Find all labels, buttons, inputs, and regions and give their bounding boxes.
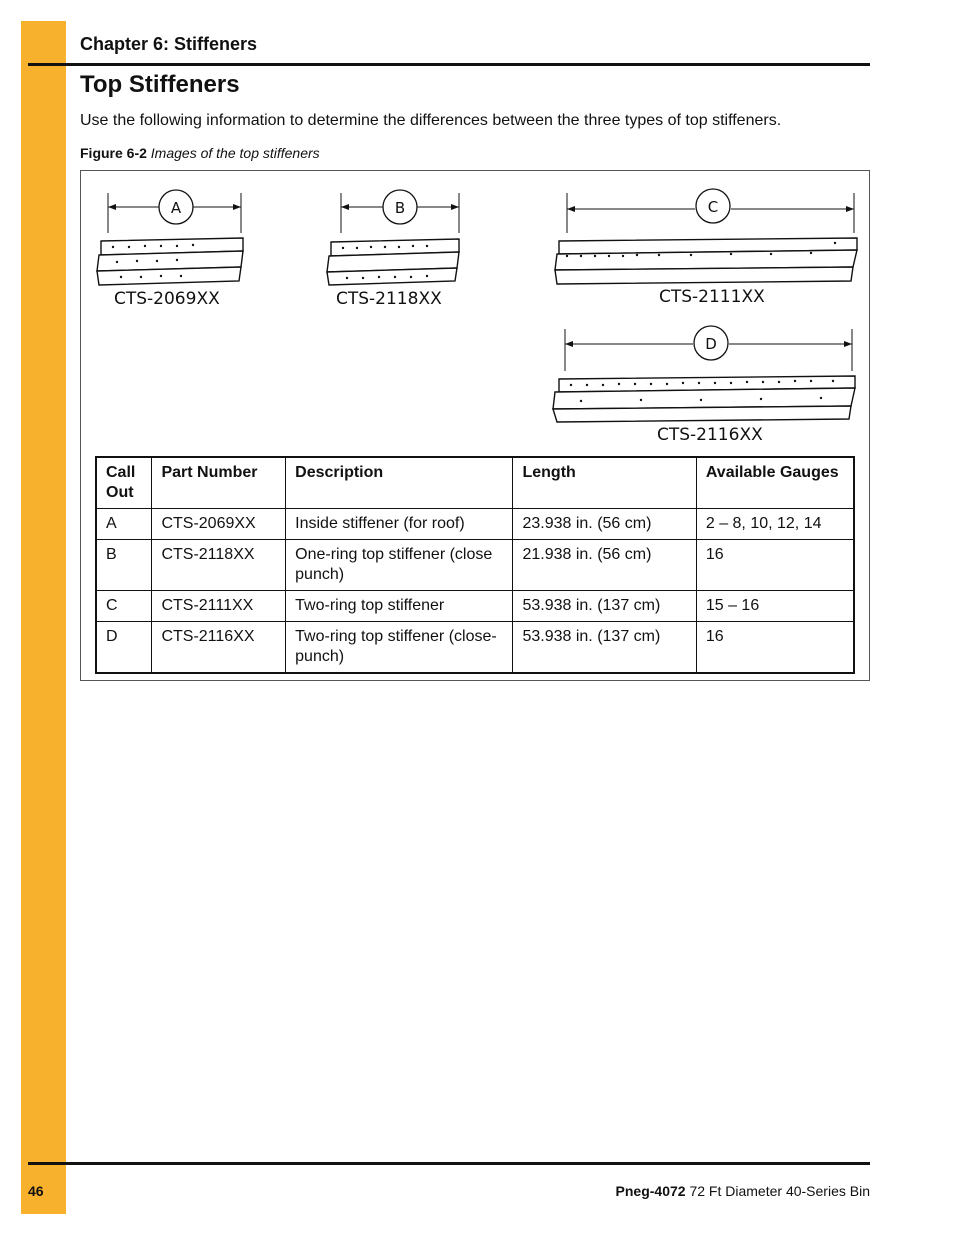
- cell-part-number: CTS-2116XX: [152, 622, 286, 674]
- footer-doc-title: 72 Ft Diameter 40-Series Bin: [689, 1183, 870, 1199]
- cell-gauges: 2 – 8, 10, 12, 14: [696, 509, 854, 540]
- stiffener-b-drawing: [327, 190, 459, 309]
- stiffener-spec-table: [95, 456, 855, 674]
- label-cts-2116xx: CTS-2116XX: [657, 425, 763, 445]
- accent-side-bar: [21, 21, 66, 1214]
- header-part-number: Part Number: [152, 457, 286, 509]
- header-description: Description: [286, 457, 513, 509]
- chapter-heading: Chapter 6: Stiffeners: [80, 34, 258, 54]
- callout-b: B: [394, 199, 406, 217]
- callout-c: C: [707, 198, 719, 216]
- cell-part-number: CTS-2118XX: [152, 540, 286, 591]
- intro-paragraph: Use the following information to determine the differences between the three types of top stiffeners.: [80, 112, 782, 129]
- stiffener-d-drawing: [553, 326, 855, 445]
- cell-part-number: CTS-2111XX: [152, 591, 286, 622]
- callout-a: A: [170, 199, 182, 217]
- cell-description: Two-ring top stiffener (close-punch): [286, 622, 513, 674]
- cell-gauges: 15 – 16: [696, 591, 854, 622]
- cell-length: 53.938 in. (137 cm): [513, 591, 696, 622]
- footer-doc-info: [616, 1183, 870, 1199]
- cell-part-number: CTS-2069XX: [152, 509, 286, 540]
- page-title: Top Stiffeners: [80, 71, 240, 98]
- cell-length: 21.938 in. (56 cm): [513, 540, 696, 591]
- label-cts-2069xx: CTS-2069XX: [114, 289, 220, 309]
- callout-d: D: [705, 335, 717, 353]
- cell-call-out: B: [96, 540, 152, 591]
- table-row: [96, 591, 854, 622]
- cell-description: One-ring top stiffener (close punch): [286, 540, 513, 591]
- figure-caption: [80, 145, 320, 161]
- cell-call-out: D: [96, 622, 152, 674]
- header-available-gauges: Available Gauges: [696, 457, 854, 509]
- header-call-out: Call Out: [96, 457, 152, 509]
- cell-gauges: 16: [696, 622, 854, 674]
- table-row: [96, 540, 854, 591]
- figure-caption-text: Images of the top stiffeners: [150, 145, 320, 161]
- page-number: 46: [28, 1183, 44, 1199]
- cell-length: 53.938 in. (137 cm): [513, 622, 696, 674]
- label-cts-2111xx: CTS-2111XX: [659, 287, 765, 307]
- stiffener-c-drawing: [555, 189, 857, 307]
- cell-call-out: C: [96, 591, 152, 622]
- cell-gauges: 16: [696, 540, 854, 591]
- footer-doc-id: Pneg-4072: [615, 1183, 686, 1199]
- cell-description: Two-ring top stiffener: [286, 591, 513, 622]
- cell-description: Inside stiffener (for roof): [286, 509, 513, 540]
- cell-call-out: A: [96, 509, 152, 540]
- figure-box: [80, 170, 870, 681]
- header-length: Length: [513, 457, 696, 509]
- figure-number: Figure 6-2: [80, 145, 147, 161]
- label-cts-2118xx: CTS-2118XX: [336, 289, 442, 309]
- table-row: [96, 622, 854, 674]
- stiffener-a-drawing: [97, 190, 243, 309]
- table-row: [96, 509, 854, 540]
- footer-rule: [28, 1162, 870, 1165]
- stiffener-drawings: [81, 171, 869, 456]
- header-rule: [28, 63, 870, 66]
- cell-length: 23.938 in. (56 cm): [513, 509, 696, 540]
- table-header-row: [96, 457, 854, 509]
